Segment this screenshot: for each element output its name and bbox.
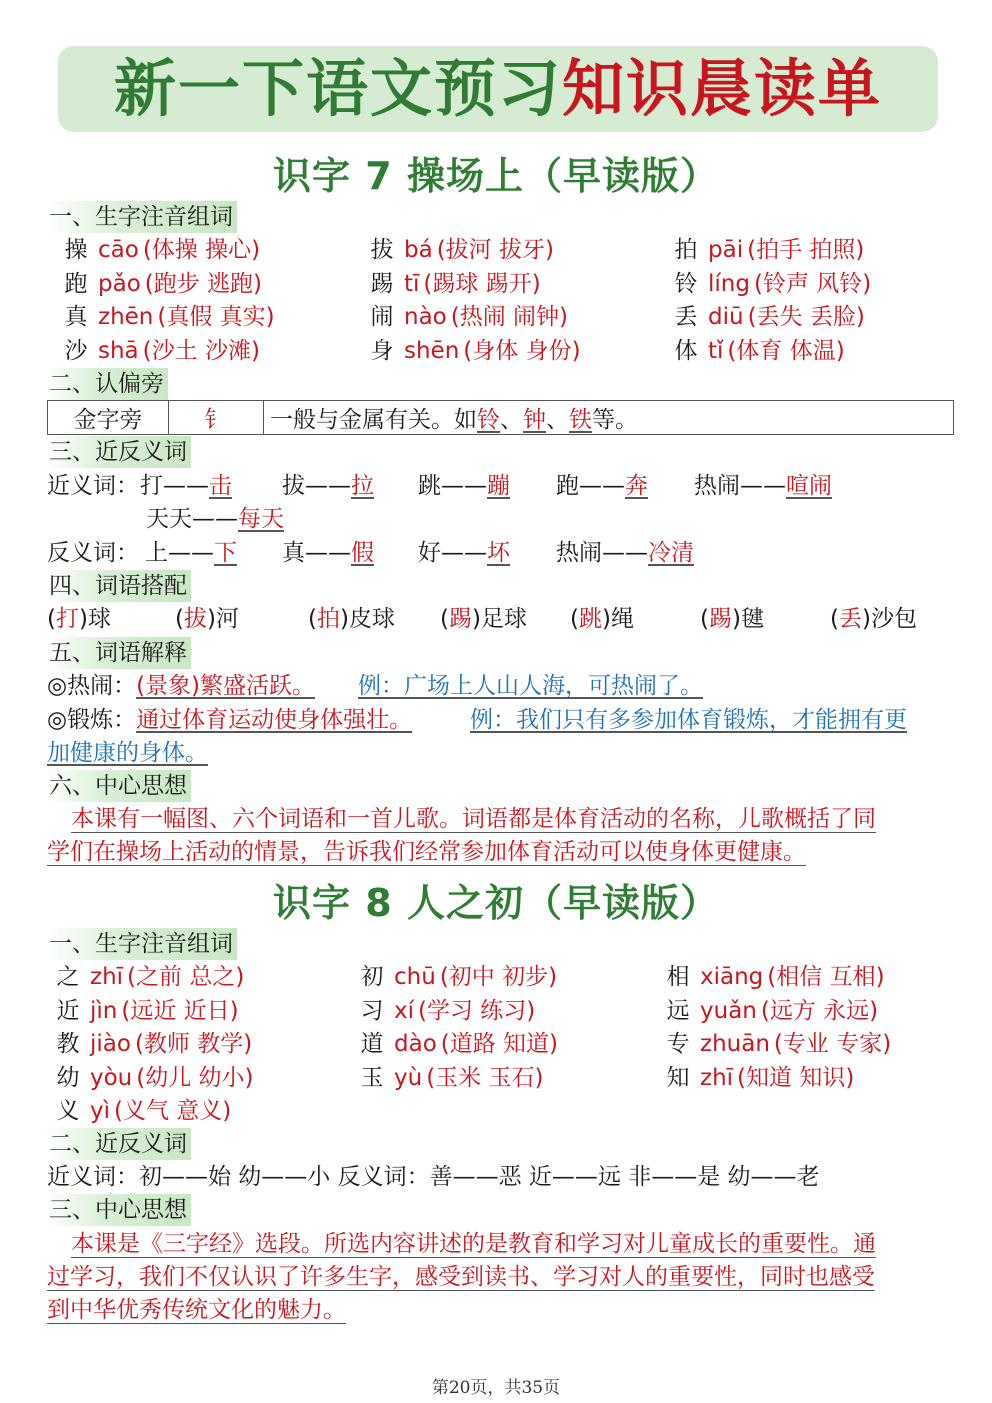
- hanzi: 教: [56, 1031, 80, 1057]
- pinyin: zhī: [700, 1064, 734, 1091]
- synonym-pair: [694, 470, 832, 502]
- pinyin: shēn: [404, 337, 460, 364]
- char-entry: [656, 1028, 891, 1060]
- word-group: (专业 专家): [773, 1031, 892, 1057]
- antonym-word: 真——: [282, 540, 351, 566]
- collocation-verb: 拔: [183, 606, 207, 632]
- central-idea-line: 过学习，我们不仅认识了许多生字，感受到读书、学习对人的重要性，同时也感受: [47, 1264, 875, 1290]
- collocation-verb: 拍: [316, 606, 340, 632]
- char-entry: [54, 268, 262, 300]
- word-group: (义气 意义): [114, 1098, 232, 1124]
- hanzi: 初: [360, 964, 384, 990]
- synonym-word: 天天——: [146, 506, 238, 532]
- hanzi: 操: [64, 237, 88, 263]
- collocation-verb: 丢: [838, 606, 862, 632]
- char-entry: [664, 335, 845, 367]
- pinyin: nào: [404, 304, 447, 330]
- pinyin: shā: [98, 337, 139, 364]
- char-entry: [664, 301, 865, 333]
- synonym-answer: 蹦: [487, 473, 510, 499]
- antonym-answer: 下: [214, 540, 237, 566]
- char-entry: [360, 268, 541, 300]
- word-group: (相信 互相): [767, 964, 885, 990]
- synonym-word: 打——: [140, 473, 209, 499]
- hanzi: 远: [666, 997, 690, 1024]
- hanzi: 义: [56, 1098, 80, 1124]
- synonym-answer: 击: [209, 473, 232, 499]
- pinyin: chū: [394, 964, 436, 990]
- pinyin: tī: [404, 270, 420, 297]
- collocation-item: (踢)足球: [440, 606, 527, 632]
- lesson8-title: 识字 8 人之初（早读版）: [273, 881, 719, 925]
- word-group: (丢失 丢脸): [747, 304, 865, 330]
- hanzi: 沙: [64, 337, 88, 364]
- collocation-item: (跳)绳: [570, 606, 634, 632]
- word-group: (教师 教学): [134, 1031, 253, 1057]
- radical-desc-text: 一般与金属有关。如: [270, 407, 477, 433]
- hanzi: 习: [360, 997, 384, 1024]
- synonym-pair: [418, 470, 510, 502]
- char-entry: [350, 1062, 543, 1094]
- lesson8-word-pairs: 近义词：初——始 幼——小 反义词：善——恶 近——远 非——是 幼——老: [47, 1164, 820, 1190]
- radical-example: 钟: [523, 407, 546, 433]
- word-group: (跑步 逃跑): [144, 270, 263, 297]
- pinyin: zhuān: [700, 1031, 770, 1057]
- char-entry: [360, 335, 581, 367]
- hanzi: 跑: [64, 270, 88, 297]
- collocation-item: (丢)沙包: [830, 606, 917, 632]
- explanation-definition: (景象)繁盛活跃。: [136, 673, 316, 699]
- synonym-answer: 喧闹: [786, 473, 832, 499]
- collocation-noun: 皮球: [348, 606, 395, 632]
- word-group: (真假 真实): [157, 304, 275, 330]
- radical-table: [47, 400, 954, 435]
- collocation-noun: 足球: [480, 606, 527, 632]
- hanzi: 闹: [370, 304, 394, 330]
- radical-separator: 、: [500, 407, 523, 433]
- lesson7-section-3: 三、近反义词: [47, 436, 191, 468]
- explanation-1: [47, 670, 315, 702]
- pinyin: yì: [90, 1098, 111, 1124]
- synonym-answer: 拉: [351, 473, 374, 499]
- char-entry: [664, 268, 871, 300]
- lesson8-section-1: 一、生字注音组词: [47, 928, 237, 960]
- hanzi: 真: [64, 304, 88, 330]
- radical-separator: 、: [546, 407, 569, 433]
- synonym-pair: [556, 470, 648, 502]
- antonym-answer: 冷清: [648, 540, 694, 566]
- explanation-2-example-cont: 加健康的身体。: [47, 740, 208, 766]
- collocation-verb: 踢: [448, 606, 472, 632]
- char-entry: [46, 1095, 231, 1127]
- explanation-term: ◎锻炼：: [47, 707, 137, 733]
- word-group: (热闹 闹钟): [450, 304, 569, 330]
- synonym-word: 拔——: [282, 473, 351, 499]
- word-group: (踢球 踢开): [423, 270, 541, 297]
- antonym-word: 上——: [145, 540, 214, 566]
- hanzi: 身: [370, 337, 394, 364]
- char-entry: [656, 995, 878, 1027]
- char-entry: [360, 234, 554, 266]
- synonym-word: 跳——: [418, 473, 487, 499]
- radical-example: 铁: [569, 407, 592, 433]
- lesson7-section-4: 四、词语搭配: [47, 570, 191, 602]
- pinyin: yù: [394, 1064, 423, 1091]
- char-entry: [46, 961, 244, 993]
- char-entry: [46, 1028, 252, 1060]
- antonym-pair: [282, 537, 374, 569]
- word-group: (体操 操心): [142, 237, 261, 263]
- synonym-word: 热闹——: [694, 473, 786, 499]
- lesson7-section-5: 五、词语解释: [47, 637, 191, 669]
- char-entry: [54, 301, 275, 333]
- antonym-word: 热闹——: [556, 540, 648, 566]
- pinyin: líng: [708, 270, 750, 297]
- collocation-item: (拍)皮球: [308, 606, 395, 632]
- word-group: (幼儿 幼小): [136, 1064, 254, 1091]
- char-entry: [46, 995, 239, 1027]
- pinyin: zhēn: [98, 304, 154, 330]
- synonym-pair: [282, 470, 374, 502]
- antonym-word: 好——: [418, 540, 487, 566]
- radical-name: 金字旁: [48, 401, 169, 435]
- lesson7-section-6: 六、中心思想: [47, 770, 191, 802]
- char-entry: [350, 995, 535, 1027]
- synonym-word: 跑——: [556, 473, 625, 499]
- pinyin: jìn: [90, 997, 118, 1024]
- radical-glyph: 钅: [169, 401, 264, 435]
- char-entry: [656, 961, 885, 993]
- banner-title: [58, 46, 938, 132]
- hanzi: 玉: [360, 1064, 384, 1091]
- central-idea-line: 学们在操场上活动的情景，告诉我们经常参加体育活动可以使身体更健康。: [47, 839, 806, 865]
- hanzi: 拔: [370, 237, 394, 263]
- radical-example: 铃: [477, 407, 500, 433]
- word-group: (玉米 玉石): [426, 1064, 544, 1091]
- word-group: (道路 知道): [440, 1031, 559, 1057]
- explanation-term: ◎热闹：: [47, 673, 137, 699]
- pinyin: pǎo: [98, 270, 141, 297]
- word-group: (学习 练习): [418, 997, 536, 1024]
- pinyin: bá: [404, 237, 433, 263]
- explanation-1-example: 例：广场上人山人海，可热闹了。: [358, 673, 703, 699]
- word-group: (初中 初步): [439, 964, 558, 990]
- pinyin: diū: [708, 304, 744, 330]
- word-group: (拔河 拔牙): [436, 237, 554, 263]
- word-group: (铃声 风铃): [753, 270, 872, 297]
- radical-desc: [264, 401, 954, 435]
- hanzi: 丢: [674, 304, 698, 330]
- collocation-verb: 打: [55, 606, 79, 632]
- char-entry: [350, 961, 557, 993]
- antonym-answer: 坏: [487, 540, 510, 566]
- pinyin: tǐ: [708, 337, 724, 364]
- pinyin: yuǎn: [700, 997, 757, 1024]
- pinyin: cāo: [98, 237, 139, 263]
- lesson8-section-3: 三、中心思想: [47, 1194, 191, 1226]
- word-group: (沙土 沙滩): [142, 337, 260, 364]
- antonym-pair: [418, 537, 510, 569]
- antonym-pair: [145, 537, 237, 569]
- char-entry: [350, 1028, 558, 1060]
- hanzi: 近: [56, 997, 80, 1024]
- word-group: (远方 永远): [760, 997, 879, 1024]
- central-idea-line: 本课有一幅图、六个词语和一首儿歌。词语都是体育活动的名称，儿歌概括了同: [71, 806, 876, 832]
- hanzi: 幼: [56, 1064, 80, 1091]
- word-group: (之前 总之): [127, 964, 245, 990]
- word-group: (身体 身份): [463, 337, 581, 364]
- collocation-noun: 绳: [610, 606, 634, 632]
- hanzi: 专: [666, 1031, 690, 1057]
- word-group: (远近 近日): [121, 997, 239, 1024]
- pinyin: pāi: [708, 237, 744, 263]
- antonym-pair: [556, 537, 694, 569]
- hanzi: 拍: [674, 237, 698, 263]
- explanation-2: [47, 704, 412, 736]
- word-group: (知道 知识): [737, 1064, 855, 1091]
- pinyin: jiào: [90, 1031, 131, 1057]
- collocation-verb: 踢: [708, 606, 732, 632]
- page-footer: 第20页，共35页: [431, 1378, 561, 1398]
- synonym-label: 近义词：: [47, 473, 139, 499]
- char-entry: [360, 301, 568, 333]
- hanzi: 相: [666, 964, 690, 990]
- hanzi: 踢: [370, 270, 394, 297]
- title-banner: [58, 46, 938, 132]
- collocation-item: (拔)河: [175, 606, 239, 632]
- pinyin: xiāng: [700, 964, 764, 990]
- synonym-pair: [140, 470, 232, 502]
- collocation-noun: 沙包: [870, 606, 917, 632]
- lesson8-section-2: 二、近反义词: [47, 1128, 191, 1160]
- lesson8-central-idea: [47, 1228, 947, 1327]
- collocation-verb: 跳: [578, 606, 602, 632]
- banner-title-part1: 新一下语文预习: [113, 52, 562, 125]
- antonym-answer: 假: [351, 540, 374, 566]
- synonym-answer: 奔: [625, 473, 648, 499]
- collocation-item: (打)球: [47, 606, 111, 632]
- hanzi: 之: [56, 964, 80, 990]
- lesson7-central-idea: [47, 803, 947, 869]
- pinyin: xí: [394, 997, 415, 1024]
- central-idea-line: 本课是《三字经》选段。所选内容讲述的是教育和学习对儿童成长的重要性。通: [71, 1231, 876, 1257]
- word-group: (拍手 拍照): [747, 237, 865, 263]
- pinyin: dào: [394, 1031, 437, 1057]
- hanzi: 铃: [674, 270, 698, 297]
- hanzi: 体: [674, 337, 698, 364]
- char-entry: [656, 1062, 854, 1094]
- synonym-pair: [146, 503, 284, 535]
- word-group: (体育 体温): [727, 337, 845, 364]
- collocation-noun: 河: [215, 606, 239, 632]
- explanation-definition: 通过体育运动使身体强壮。: [136, 707, 413, 733]
- central-idea-line: 到中华优秀传统文化的魅力。: [47, 1297, 346, 1323]
- char-entry: [54, 234, 260, 266]
- collocation-noun: 毽: [740, 606, 764, 632]
- char-entry: [54, 335, 260, 367]
- hanzi: 知: [666, 1064, 690, 1091]
- char-entry: [46, 1062, 254, 1094]
- banner-title-part2: 知识晨读单: [562, 52, 883, 125]
- synonym-answer: 每天: [238, 506, 284, 532]
- hanzi: 道: [360, 1031, 384, 1057]
- pinyin: zhī: [90, 964, 124, 990]
- explanation-2-example: 例：我们只有多参加体育锻炼，才能拥有更: [470, 707, 907, 733]
- pinyin: yòu: [90, 1064, 133, 1091]
- lesson7-title: 识字 7 操场上（早读版）: [273, 154, 719, 198]
- char-entry: [664, 234, 864, 266]
- collocation-noun: 球: [87, 606, 111, 632]
- radical-desc-end: 等。: [592, 407, 638, 433]
- collocation-item: (踢)毽: [700, 606, 764, 632]
- antonym-label: 反义词：: [47, 540, 139, 566]
- lesson7-section-2: 二、认偏旁: [47, 368, 168, 400]
- lesson7-section-1: 一、生字注音组词: [47, 201, 237, 233]
